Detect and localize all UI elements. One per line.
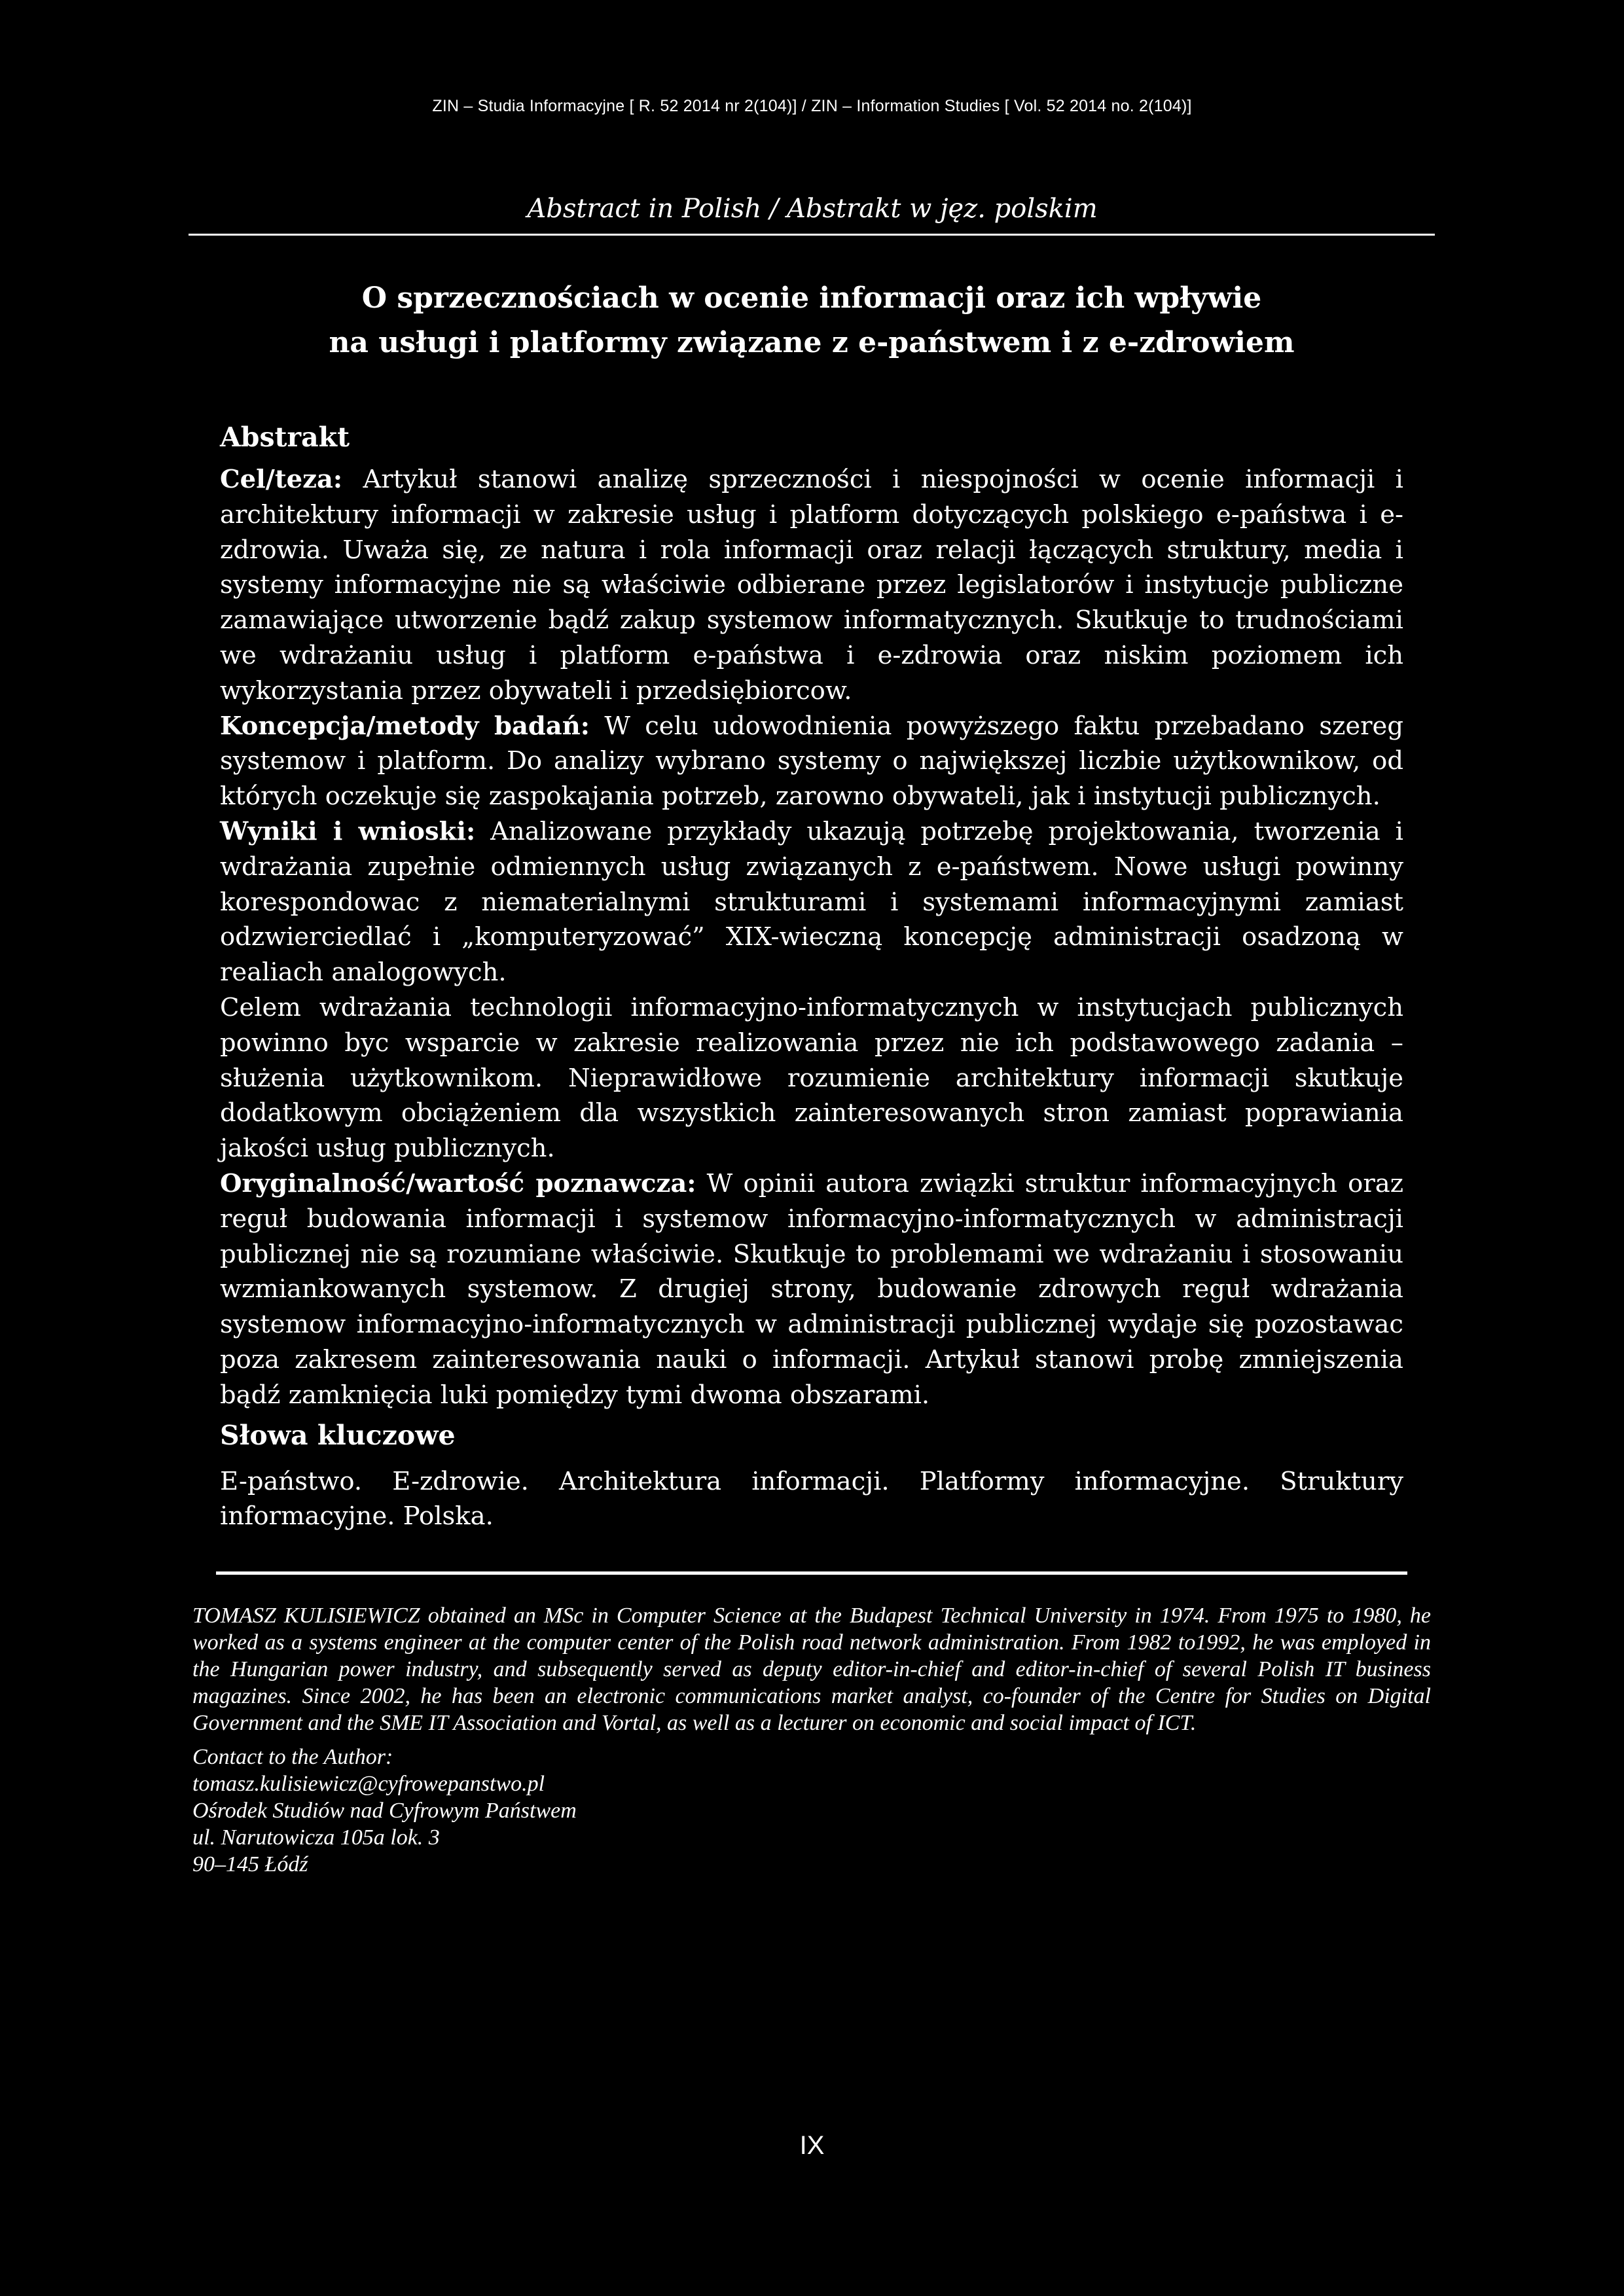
contact-organization: Ośrodek Studiów nad Cyfrowym Państwem <box>192 1799 577 1823</box>
abstract-paragraph-goal <box>220 462 1403 709</box>
abstract-paragraph-originality <box>220 1166 1403 1413</box>
keywords-text: E-państwo. E-zdrowie. Architektura informacji. Platformy informacyjne. Struktury informacyjne. Polska. <box>220 1466 1403 1532</box>
originality-label: Oryginalność/wartość poznawcza: <box>220 1168 696 1198</box>
results-text: Analizowane przykłady ukazują potrzebę projektowania, tworzenia i wdrażania zupełnie odmiennych usług związanych z e-państwem. Nowe usługi powinny korespondowac z niematerialnymi strukturami i systemami informacyjnymi zamiast odzwierciedlać i „komputeryzować” XIX-wieczną koncepcję administracji osadzoną w realiach analogowych. <box>220 816 1403 988</box>
article-title-line-1: O sprzecznościach w ocenie informacji oraz ich wpływie <box>361 281 1262 315</box>
results-label: Wyniki i wnioski: <box>220 816 476 846</box>
author-bio: TOMASZ KULISIEWICZ obtained an MSc in Computer Science at the Budapest Technical University in 1974. From 1975 to 1980, he worked as a systems engineer at the computer center of the Polish road network administration. From 1982 to1992, he was employed in the Hungarian power industry, and subsequently served as deputy editor-in-chief and editor-in-chief of several Polish IT business magazines. Since 2002, he has been an electronic communications market analyst, co-founder of the Centre for Studies on Digital Government and the SME IT Association and Vortal, as well as a lecturer on economic and social impact of ICT. <box>192 1604 1431 1735</box>
keywords-heading: Słowa kluczowe <box>220 1419 456 1451</box>
top-divider <box>189 234 1435 236</box>
article-title-line-2: na usługi i platformy związane z e-państwem i z e-zdrowiem <box>329 326 1295 359</box>
contact-street: ul. Narutowicza 105a lok. 3 <box>192 1825 440 1850</box>
page-number: IX <box>799 2131 825 2160</box>
author-contact <box>192 1744 1431 1878</box>
abstract-paragraph-results <box>220 814 1403 990</box>
abstract-paragraph-methods <box>220 709 1403 814</box>
methods-text: W celu udowodnienia powyższego faktu przebadano szereg systemow i platform. Do analizy wybrano systemy o największej liczbie użytkownikow, od których oczekuje się zaspokajania potrzeb, zarowno obywateli, jak i instytucji publicznych. <box>220 711 1403 812</box>
section-title: Abstract in Polish / Abstrakt w jęz. polskim <box>527 194 1098 224</box>
contact-city: 90–145 Łódź <box>192 1852 308 1876</box>
originality-text: W opinii autora związki struktur informacyjnych oraz reguł budowania informacji i systemow informacyjno-informatycznych w administracji publicznej nie są rozumiane właściwie. Skutkuje to problemami we wdrażaniu i stosowaniu wzmiankowanych systemow. Z drugiej strony, budowanie zdrowych reguł wdrażania systemow informacyjno-informatycznych w administracji publicznej wydaje się pozostawac poza zakresem zainteresowania nauki o informacji. Artykuł stanowi probę zmniejszenia bądź zamknięcia luki pomiędzy tymi dwoma obszarami. <box>220 1168 1404 1410</box>
abstract-section <box>220 419 1403 1534</box>
methods-label: Koncepcja/metody badań: <box>220 711 590 741</box>
abstract-paragraph-aim: Celem wdrażania technologii informacyjno-informatycznych w instytucjach publicznych powinno byc wsparcie w zakresie realizowania przez nie ich podstawowego zadania – służenia użytkownikom. Nieprawidłowe rozumienie architektury informacji skutkuje dodatkowym obciążeniem dla wszystkich zainteresowanych stron zamiast poprawiania jakości usług publicznych. <box>220 992 1403 1164</box>
goal-label: Cel/teza: <box>220 465 343 494</box>
goal-text: Artykuł stanowi analizę sprzeczności i niespojności w ocenie informacji i architektury informacji w zakresie usług i platform dotyczących polskiego e-państwa i e-zdrowia. Uważa się, ze natura i rola informacji oraz relacji łączących struktury, media i systemy informacyjne nie są właściwie odbierane przez legislatorów i instytucje publiczne zamawiające utworzenie bądź zakup systemow informatycznych. Skutkuje to trudnościami we wdrażaniu usług i platform e-państwa i e-zdrowia oraz niskim poziomem ich wykorzystania przez obywateli i przedsiębiorcow. <box>220 465 1403 706</box>
article-title <box>196 276 1427 365</box>
bottom-divider <box>216 1571 1407 1575</box>
contact-email: tomasz.kulisiewicz@cyfrowepanstwo.pl <box>192 1772 545 1796</box>
abstract-heading: Abstrakt <box>220 422 350 453</box>
contact-label: Contact to the Author: <box>192 1745 393 1769</box>
running-header: ZIN – Studia Informacyjne [ R. 52 2014 nr 2(104)] / ZIN – Information Studies [ Vol. 52 2014 no. 2(104)] <box>432 97 1192 115</box>
